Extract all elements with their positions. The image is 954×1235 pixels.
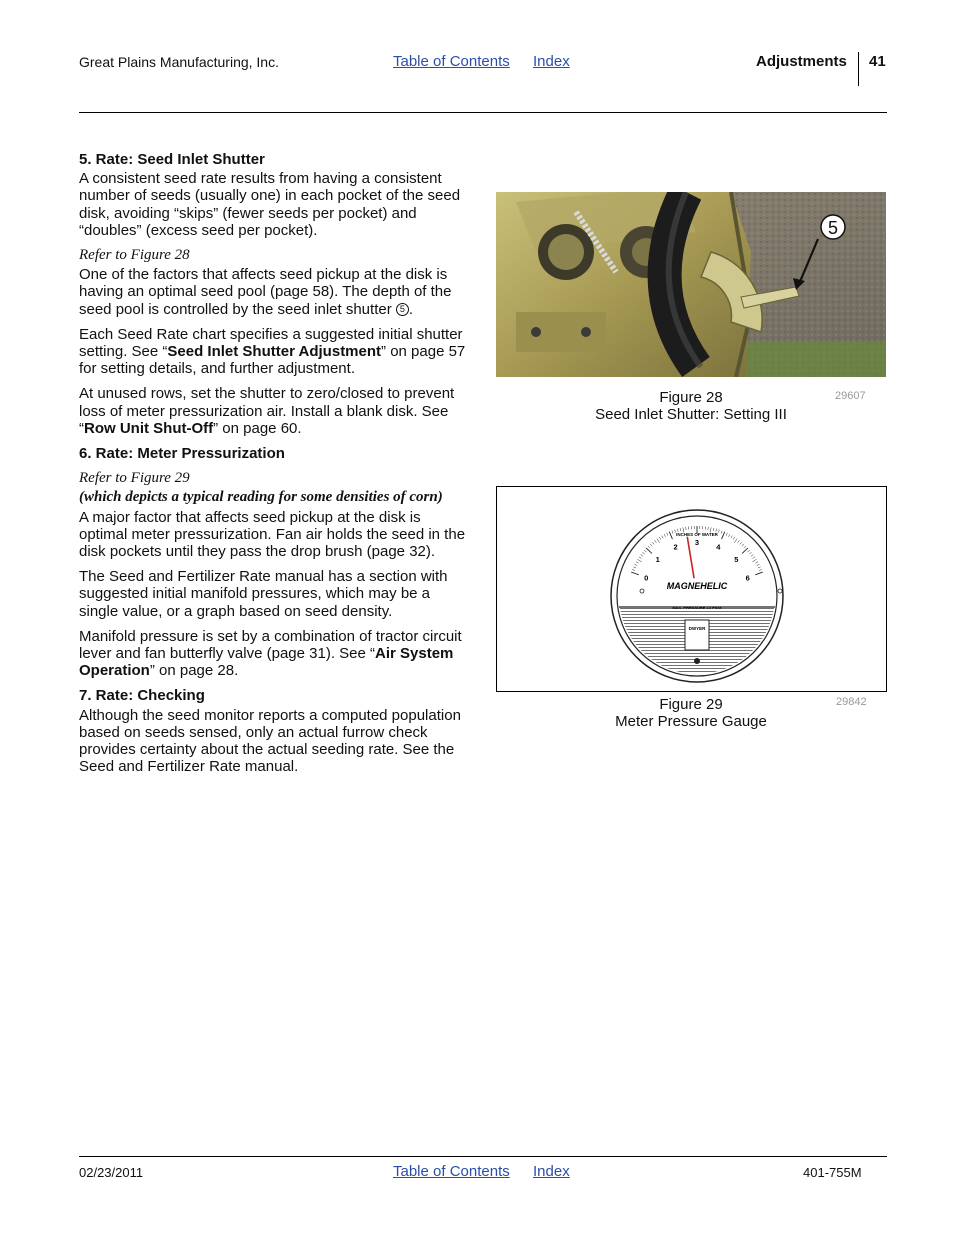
gauge-tick-label: 1: [655, 554, 660, 564]
gauge-tick-label: 3: [694, 538, 700, 547]
s5-figure-ref: Refer to Figure 28: [79, 247, 190, 264]
section-title: Adjustments: [756, 53, 847, 70]
shutter-callout-icon: 5: [396, 303, 409, 316]
s5-heading: 5. Rate: Seed Inlet Shutter: [79, 151, 265, 168]
footer-toc-link[interactable]: Table of Contents: [393, 1163, 510, 1180]
header-toc-link[interactable]: Table of Contents: [393, 53, 510, 70]
footer-rule: [79, 1156, 887, 1157]
figure-28-photo: [496, 192, 886, 377]
s6-figure-ref: Refer to Figure 29: [79, 470, 190, 487]
company-name: Great Plains Manufacturing, Inc.: [79, 54, 279, 70]
gauge-tick-label: 4: [716, 542, 721, 552]
figure-28-title: Seed Inlet Shutter: Setting III: [595, 406, 787, 423]
pressure-gauge: [497, 487, 886, 691]
s6-paragraph-3: Manifold pressure is set by a combination of tractor circuit lever and fan butterfly valve (page 31). See “Air System Operation” on page 28.: [79, 627, 462, 680]
s5-paragraph-4: At unused rows, set the shutter to zero/closed to prevent loss of meter pressurization air. Install a blank disk. See “Row Unit Shut-Off” on page 60.: [79, 385, 455, 437]
figure-29-title: Meter Pressure Gauge: [615, 713, 767, 730]
s6-figure-note: (which depicts a typical reading for some densities of corn): [79, 489, 443, 506]
header-divider: [858, 52, 859, 86]
gauge-tick-label: 2: [673, 542, 678, 552]
gauge-tick-label: 5: [734, 554, 739, 564]
page-number: 41: [869, 53, 886, 70]
gauge-tick-label: 6: [745, 573, 750, 583]
figure-29-caption: [556, 696, 826, 730]
gauge-max-pressure: MAX. PRESSURE 15 PSIG: [672, 605, 722, 610]
footer-doc-number: 401-755M: [803, 1165, 862, 1180]
s5-paragraph-3: Each Seed Rate chart specifies a suggested initial shutter setting. See “Seed Inlet Shutter Adjustment” on page 57 for setting details, and further adjustment.: [79, 325, 466, 378]
s6-paragraph-2: The Seed and Fertilizer Rate manual has a section with suggested initial manifold pressures, which may be a single value, or a graph based on seed density.: [79, 568, 448, 620]
s5-paragraph-1: A consistent seed rate results from having a consistent number of seeds (usually one) in each pocket of the seed disk, avoiding “skips” (fewer seeds per pocket) and “doubles” (excess seed per pocket).: [79, 170, 461, 239]
figure-28-caption: [556, 389, 826, 423]
seed-inlet-shutter-adjustment-xref: Seed Inlet Shutter Adjustment: [167, 343, 382, 361]
footer-index-link[interactable]: Index: [533, 1163, 570, 1180]
gauge-units: INCHES OF WATER: [676, 532, 718, 537]
dwyer-badge: [685, 620, 709, 650]
gauge-brand: MAGNEHELIC: [666, 581, 728, 591]
figure-28-callout-text: 5: [827, 218, 839, 238]
s6-paragraph-1: A major factor that affects seed pickup at the disk is optimal meter pressurization. Fan air holds the seed in the disk pockets until they pass the drop brush (page 32).: [79, 508, 466, 561]
header-rule: [79, 112, 887, 113]
figure-29-label: Figure 29: [659, 696, 723, 713]
zero-adjust-screw-icon: [694, 658, 700, 664]
s5-paragraph-2: One of the factors that affects seed pickup at the disk is having an optimal seed pool (page 58). The depth of the seed pool is controlled by the seed inlet shutter 5 .: [79, 266, 452, 318]
footer-date: 02/23/2011: [79, 1165, 144, 1180]
figure-28-label: Figure 28: [659, 389, 723, 406]
dwyer-text: DWYER: [688, 626, 706, 631]
figure-29-id: 29842: [836, 696, 867, 708]
header-index-link[interactable]: Index: [533, 53, 570, 70]
row-unit-shutoff-xref: Row Unit Shut-Off: [84, 419, 214, 437]
s7-heading: 7. Rate: Checking: [79, 687, 205, 705]
air-system-operation-xref: Air System Operation: [79, 645, 454, 680]
text-column: [79, 151, 471, 784]
s7-paragraph-1: Although the seed monitor reports a computed population based on seeds sensed, only an actual furrow check provides certainty about the actual seeding rate. See the Seed and Fertilizer Rate manual.: [79, 706, 461, 776]
figure-28-id: 29607: [835, 390, 866, 402]
s6-heading: 6. Rate: Meter Pressurization: [79, 445, 285, 463]
figure-29-frame: [496, 486, 887, 692]
gauge-tick-label: 0: [644, 573, 649, 583]
